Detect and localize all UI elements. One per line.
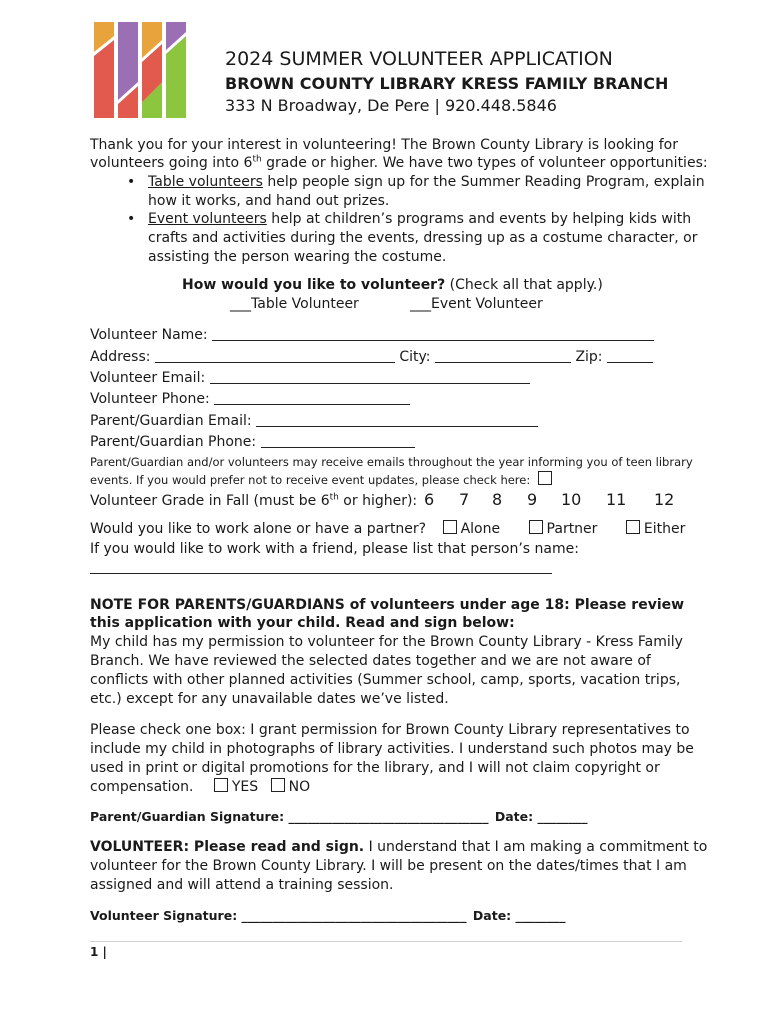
page-title: 2024 SUMMER VOLUNTEER APPLICATION — [225, 48, 613, 70]
alone-checkbox[interactable] — [443, 520, 457, 534]
no-checkbox[interactable] — [271, 778, 285, 792]
grade-options — [0, 490, 770, 512]
volunteer-type-question: How would you like to volunteer? (Check all that apply.) — [182, 277, 603, 293]
library-logo — [94, 22, 186, 118]
city-field[interactable] — [435, 348, 571, 363]
parents-permission-text: My child has my permission to volunteer for the Brown County Library - Kress Family Branch. We have reviewed the selected dates together and we are not aware of conflicts with other planned activities (Summer school, camp, sports, vacation trips, etc.) except for any unavailable dates we’ve listed. — [90, 634, 683, 707]
bullet-table-text: Table volunteers help people sign up for the Summer Reading Program, explain how it works, and hand out prizes. — [148, 174, 705, 209]
bullet-event: • — [127, 211, 136, 227]
partner-checkbox[interactable] — [529, 520, 543, 534]
grade-option-7[interactable]: 7 — [459, 490, 470, 509]
volunteer-name-field[interactable] — [212, 326, 654, 341]
email-notice-line1: Parent/Guardian and/or volunteers may receive emails throughout the year informing you of teen library — [90, 455, 693, 469]
grade-option-8[interactable]: 8 — [492, 490, 503, 509]
volunteer-email-field[interactable] — [210, 369, 530, 384]
phone-row: Volunteer Phone: — [90, 390, 410, 409]
email-notice-line2: events. If you would prefer not to receive event updates, please check here: — [90, 471, 556, 489]
intro-line1: Thank you for your interest in volunteering! The Brown County Library is looking for — [90, 137, 678, 153]
friend-name-field[interactable] — [90, 573, 552, 574]
intro-line2: volunteers going into 6th grade or higher. We have two types of volunteer opportunities: — [90, 154, 708, 171]
grade-label: Volunteer Grade in Fall (must be 6th or higher): — [90, 492, 418, 509]
branch-address: 333 N Broadway, De Pere | 920.448.5846 — [225, 96, 557, 115]
volunteer-phone-field[interactable] — [214, 390, 410, 405]
partner-row: Would you like to work alone or have a partner? Alone Partner Either — [90, 521, 686, 537]
photo-permission-text: Please check one box: I grant permission for Brown County Library representatives to include my child in photographs of library activities. I understand such photos may be used in print or digital promotions for the library, and I will not claim copyright or compensation. YES NO — [90, 722, 694, 795]
parent-phone-row: Parent/Guardian Phone: — [90, 433, 415, 452]
parent-email-row: Parent/Guardian Email: — [90, 412, 538, 431]
email-row: Volunteer Email: — [90, 369, 530, 388]
option-event-volunteer[interactable]: ___Event Volunteer — [410, 296, 543, 312]
option-table-volunteer[interactable]: ___Table Volunteer — [230, 296, 359, 312]
bullet-table: • — [127, 174, 136, 190]
address-field[interactable] — [155, 348, 395, 363]
zip-field[interactable] — [607, 348, 653, 363]
grade-option-12[interactable]: 12 — [654, 490, 675, 509]
grade-option-10[interactable]: 10 — [561, 490, 582, 509]
friend-prompt: If you would like to work with a friend, please list that person’s name: — [90, 541, 579, 557]
parent-phone-field[interactable] — [261, 433, 415, 448]
bullet-event-text: Event volunteers help at children’s programs and events by helping kids with crafts and activities during the events, dressing up as a costume character, or assisting the person wearing the costume. — [148, 211, 698, 265]
grade-option-11[interactable]: 11 — [606, 490, 627, 509]
volunteer-agreement-text: VOLUNTEER: Please read and sign. I understand that I am making a commitment to volunteer for the Brown County Library. I will be present on the dates/times that I am assigned and will attend a training session. — [90, 839, 708, 893]
parents-heading-line2: this application with your child. Read and sign below: — [90, 615, 515, 631]
parents-heading-line1: NOTE FOR PARENTS/GUARDIANS of volunteers under age 18: Please review — [90, 597, 685, 613]
parent-email-field[interactable] — [256, 412, 538, 427]
parent-signature-line[interactable]: Parent/Guardian Signature: ________________________________ Date: ________ — [90, 809, 588, 824]
grade-option-6[interactable]: 6 — [424, 490, 435, 509]
branch-name: BROWN COUNTY LIBRARY KRESS FAMILY BRANCH — [225, 74, 669, 93]
volunteer-name-row: Volunteer Name: — [90, 326, 654, 345]
address-row: Address: City: Zip: — [90, 348, 653, 367]
opt-out-checkbox[interactable] — [538, 471, 552, 485]
either-checkbox[interactable] — [626, 520, 640, 534]
page-number: 1 | — [90, 945, 107, 959]
grade-option-9[interactable]: 9 — [527, 490, 538, 509]
yes-checkbox[interactable] — [214, 778, 228, 792]
volunteer-signature-line[interactable]: Volunteer Signature: ____________________________________ Date: ________ — [90, 908, 566, 923]
footer-divider — [90, 941, 682, 942]
